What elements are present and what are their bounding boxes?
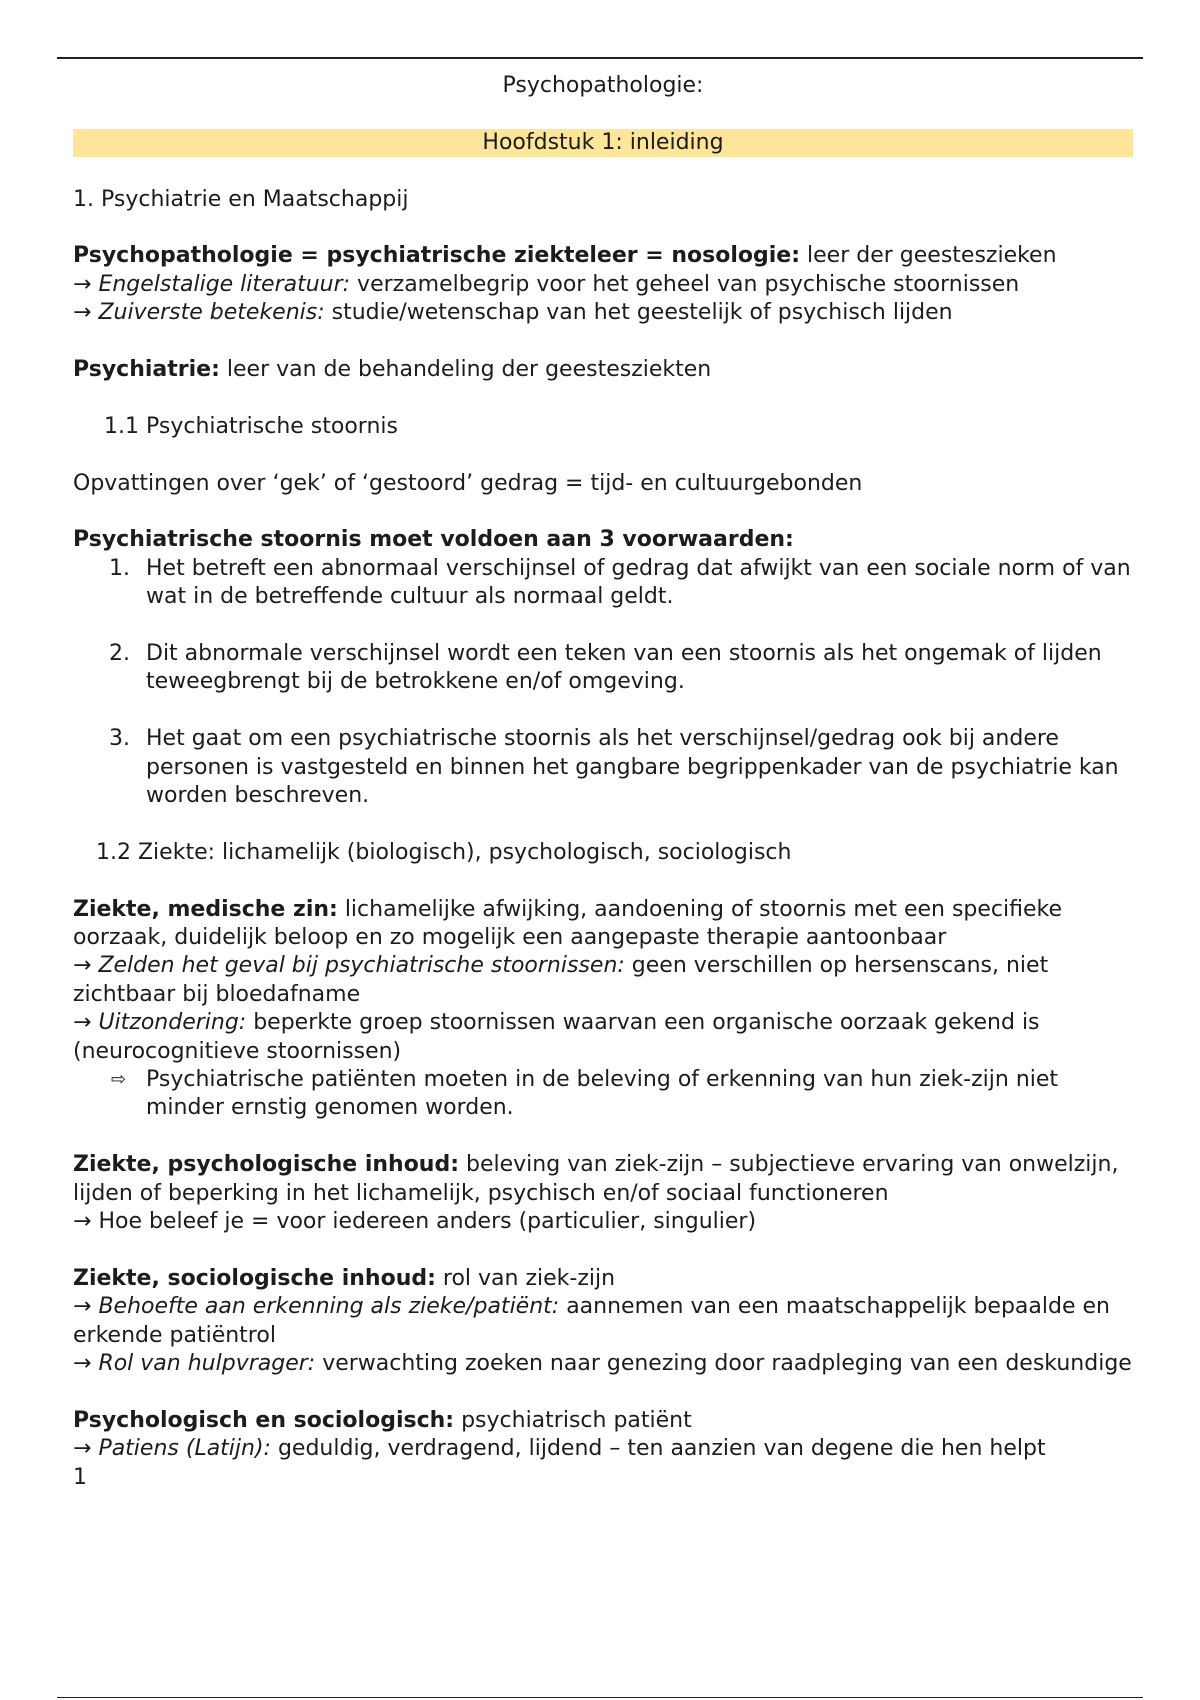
list-text: Het betreft een abnormaal verschijnsel of gedrag dat afwijkt van een sociale norm of van wat in de betreffende cultuur als normaal geldt. bbox=[146, 555, 1131, 610]
arrow-icon: → bbox=[73, 271, 92, 297]
arrow-line bbox=[73, 1009, 1133, 1066]
arrow-icon: → bbox=[73, 300, 92, 326]
list-number: 2. bbox=[109, 641, 130, 666]
arrow-text: aannemen van een maatschappelijk bepaalde en erkende patiëntrol bbox=[73, 1294, 1110, 1348]
definition-ziekte-psychologisch bbox=[73, 1151, 1133, 1208]
conclusion-item bbox=[73, 1066, 1133, 1123]
term: Ziekte, sociologische inhoud: bbox=[73, 1265, 436, 1291]
term: Ziekte, medische zin: bbox=[73, 896, 338, 922]
chapter-heading: Hoofdstuk 1: inleiding bbox=[73, 129, 1133, 157]
term: Psychiatrie: bbox=[73, 357, 220, 382]
arrow-text: geen verschillen op hersenscans, niet zichtbaar bij bloedafname bbox=[73, 953, 1049, 1007]
arrow-line bbox=[73, 1208, 1133, 1236]
arrow-line bbox=[73, 271, 1133, 299]
term: Psychopathologie = psychiatrische ziekteleer = nosologie: bbox=[73, 243, 801, 269]
definition-ziekte-medisch bbox=[73, 896, 1133, 953]
section-heading-1-2: 1.2 Ziekte: lichamelijk (biologisch), psychologisch, sociologisch bbox=[96, 839, 792, 865]
arrow-icon: → bbox=[73, 1010, 92, 1036]
conclusion-text: Psychiatrische patiënten moeten in de beleving of erkenning van hun ziek-zijn niet minder ernstig genomen worden. bbox=[146, 1067, 1059, 1121]
page-number: 1 bbox=[73, 1464, 87, 1490]
arrow-text: geduldig, verdragend, lijdend – ten aanzien van degene die hen helpt bbox=[270, 1436, 1046, 1462]
definition-text: leer van de behandeling der geestesziekten bbox=[219, 357, 712, 382]
definition-psych-soc bbox=[73, 1407, 1133, 1435]
section-heading-1: 1. Psychiatrie en Maatschappij bbox=[73, 186, 409, 212]
list-number: 3. bbox=[109, 726, 130, 752]
voorwaarden-heading: Psychiatrische stoornis moet voldoen aan 3 voorwaarden: bbox=[73, 527, 794, 553]
list-text: Het gaat om een psychiatrische stoornis als het verschijnsel/gedrag ook bij andere personen is vastgesteld en binnen het gangbare begrippenkader van de psychiatrie kan worden beschreven. bbox=[146, 726, 1119, 809]
list-item bbox=[73, 725, 1133, 810]
arrow-line bbox=[73, 1435, 1133, 1463]
bottom-rule bbox=[57, 1697, 1143, 1698]
arrow-icon: → bbox=[73, 1351, 92, 1377]
arrow-line bbox=[73, 299, 1133, 327]
list-number: 1. bbox=[109, 555, 130, 581]
list-item bbox=[73, 640, 1133, 697]
hollow-arrow-icon: ⇨ bbox=[111, 1069, 127, 1091]
definition-text: leer der geesteszieken bbox=[800, 243, 1057, 269]
arrow-text: beperkte groep stoornissen waarvan een organische oorzaak gekend is (neurocognitieve stoornissen) bbox=[73, 1010, 1040, 1064]
term: Ziekte, psychologische inhoud: bbox=[73, 1152, 460, 1178]
document-page bbox=[73, 72, 1133, 1492]
list-item bbox=[73, 555, 1133, 612]
opvattingen-text: Opvattingen over ‘gek’ of ‘gestoord’ gedrag = tijd- en cultuurgebonden bbox=[73, 470, 863, 496]
arrow-label: Rol van hulpvrager: bbox=[98, 1351, 316, 1377]
definition-text: lichamelijke afwijking, aandoening of stoornis met een specifieke oorzaak, duidelijk beloop en zo mogelijk een aangepaste therapie aantoonbaar bbox=[73, 896, 1063, 951]
definition-psychopathologie bbox=[73, 242, 1133, 270]
arrow-text: verwachting zoeken naar genezing door raadpleging van een deskundige bbox=[315, 1351, 1132, 1377]
list-text: Dit abnormale verschijnsel wordt een teken van een stoornis als het ongemak of lijden teweegbrengt bij de betrokkene en/of omgeving. bbox=[146, 641, 1102, 695]
arrow-text: Hoe beleef je = voor iedereen anders (particulier, singulier) bbox=[98, 1209, 757, 1235]
arrow-label: Engelstalige literatuur: bbox=[98, 271, 351, 297]
definition-ziekte-sociologisch bbox=[73, 1265, 1133, 1293]
definition-text: beleving van ziek-zijn – subjectieve ervaring van onwelzijn, lijden of beperking in het lichamelijk, psychisch en/of sociaal functioneren bbox=[73, 1152, 1119, 1206]
arrow-text: studie/wetenschap van het geestelijk of psychisch lijden bbox=[324, 300, 953, 326]
arrow-icon: → bbox=[73, 1436, 92, 1462]
arrow-label: Behoefte aan erkenning als zieke/patiënt: bbox=[98, 1294, 560, 1320]
definition-psychiatrie bbox=[73, 356, 1133, 384]
definition-text: rol van ziek-zijn bbox=[435, 1265, 616, 1291]
arrow-label: Zelden het geval bij psychiatrische stoornissen: bbox=[98, 953, 625, 979]
arrow-label: Patiens (Latijn): bbox=[98, 1436, 271, 1462]
arrow-text: verzamelbegrip voor het geheel van psychische stoornissen bbox=[350, 271, 1020, 297]
arrow-icon: → bbox=[73, 953, 92, 979]
document-title: Psychopathologie: bbox=[502, 73, 704, 98]
definition-text: psychiatrisch patiënt bbox=[454, 1407, 692, 1433]
arrow-line bbox=[73, 1350, 1133, 1378]
arrow-label: Zuiverste betekenis: bbox=[98, 300, 325, 326]
section-heading-1-1: 1.1 Psychiatrische stoornis bbox=[104, 413, 398, 439]
arrow-label: Uitzondering: bbox=[98, 1010, 247, 1036]
arrow-icon: → bbox=[73, 1209, 92, 1235]
arrow-line bbox=[73, 1293, 1133, 1350]
arrow-line bbox=[73, 952, 1133, 1009]
top-rule bbox=[57, 57, 1143, 59]
term: Psychologisch en sociologisch: bbox=[73, 1407, 455, 1433]
arrow-icon: → bbox=[73, 1294, 92, 1320]
